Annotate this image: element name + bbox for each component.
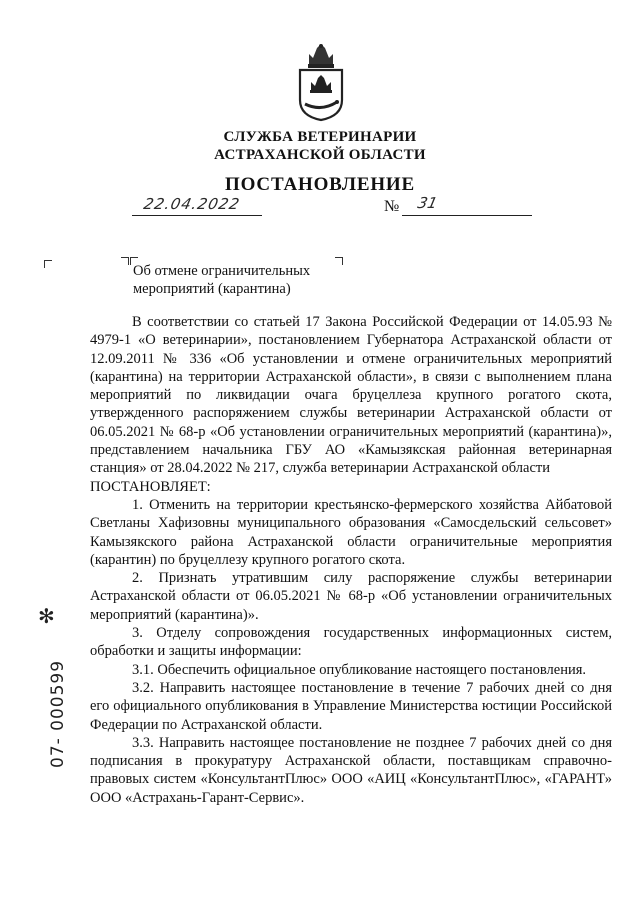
item-3-2: 3.2. Направить настоящее постановление в течение 7 рабочих дней со дня его официального опубликования в Управление Министерства юстиции Российской Федерации по Астраханской области. xyxy=(90,679,612,733)
date-underline xyxy=(132,214,262,216)
corner-mark-left xyxy=(44,260,52,268)
resolves-heading: ПОСТАНОВЛЯЕТ: xyxy=(90,478,211,495)
document-body xyxy=(90,313,612,807)
document-date: 22.04.2022 xyxy=(142,195,242,213)
registration-stamp: 07- 000599 xyxy=(48,659,68,768)
document-number: 31 xyxy=(416,194,440,212)
coat-of-arms-icon xyxy=(296,42,346,122)
item-3-1: 3.1. Обеспечить официальное опубликование настоящего постановления. xyxy=(132,661,587,678)
org-line-1: СЛУЖБА ВЕТЕРИНАРИИ xyxy=(223,129,417,145)
document-subject xyxy=(133,262,310,298)
margin-asterisk: ✻ xyxy=(38,604,55,628)
corner-mark-right xyxy=(335,257,343,265)
item-1: 1. Отменить на территории крестьянско-фермерского хозяйства Айбатовой Светланы Хафизовны муниципального образования «Самосдельский сельсовет» Камызякского района Астраханской области ограничительные мероприятия (карантин) по бруцеллезу крупного рогатого скота. xyxy=(90,496,612,568)
corner-mark-subject-left xyxy=(121,257,129,265)
item-3: 3. Отделу сопровождения государственных информационных систем, обработки и защиты информации: xyxy=(90,625,612,660)
number-label: № xyxy=(384,198,400,215)
subject-line-1: Об отмене ограничительных xyxy=(133,263,311,279)
item-3-3: 3.3. Направить настоящее постановление не позднее 7 рабочих дней со дня подписания в прокуратуру Астраханской области, поставщикам справочно-правовых систем «КонсультантПлюс» ООО «АИЦ «КонсультантПлюс», «ГАРАНТ» ООО «Астрахань-Гарант-Сервис». xyxy=(90,734,612,806)
item-2: 2. Признать утратившим силу распоряжение службы ветеринарии Астраханской области от 06.05.2021 № 68-р «Об установлении ограничительных мероприятий (карантина)». xyxy=(90,570,612,623)
subject-line-2: мероприятий (карантина) xyxy=(133,281,291,297)
org-line-2: АСТРАХАНСКОЙ ОБЛАСТИ xyxy=(214,147,426,163)
preamble-paragraph: В соответствии со статьей 17 Закона Российской Федерации от 14.05.93 № 4979-1 «О ветеринарии», постановлением Губернатора Астраханской области от 12.09.2011 № 336 «Об установлении и отмене ограничительных мероприятий (карантина) на территории Астраханской области», в связи с выполнением плана мероприятий по ликвидации очага бруцеллеза крупного рогатого скота, утвержденного распоряжением службы ветеринарии Астраханской области от 06.05.2021 № 68-р «Об установлении ограничительных мероприятий (карантина)», представлением начальника ГБУ АО «Камызякская районная ветеринарная станция» от 28.04.2022 № 217, служба ветеринарии Астраханской области xyxy=(90,314,612,477)
number-underline xyxy=(402,214,532,216)
document-type: ПОСТАНОВЛЕНИЕ xyxy=(225,174,415,195)
organization-name xyxy=(0,128,640,164)
